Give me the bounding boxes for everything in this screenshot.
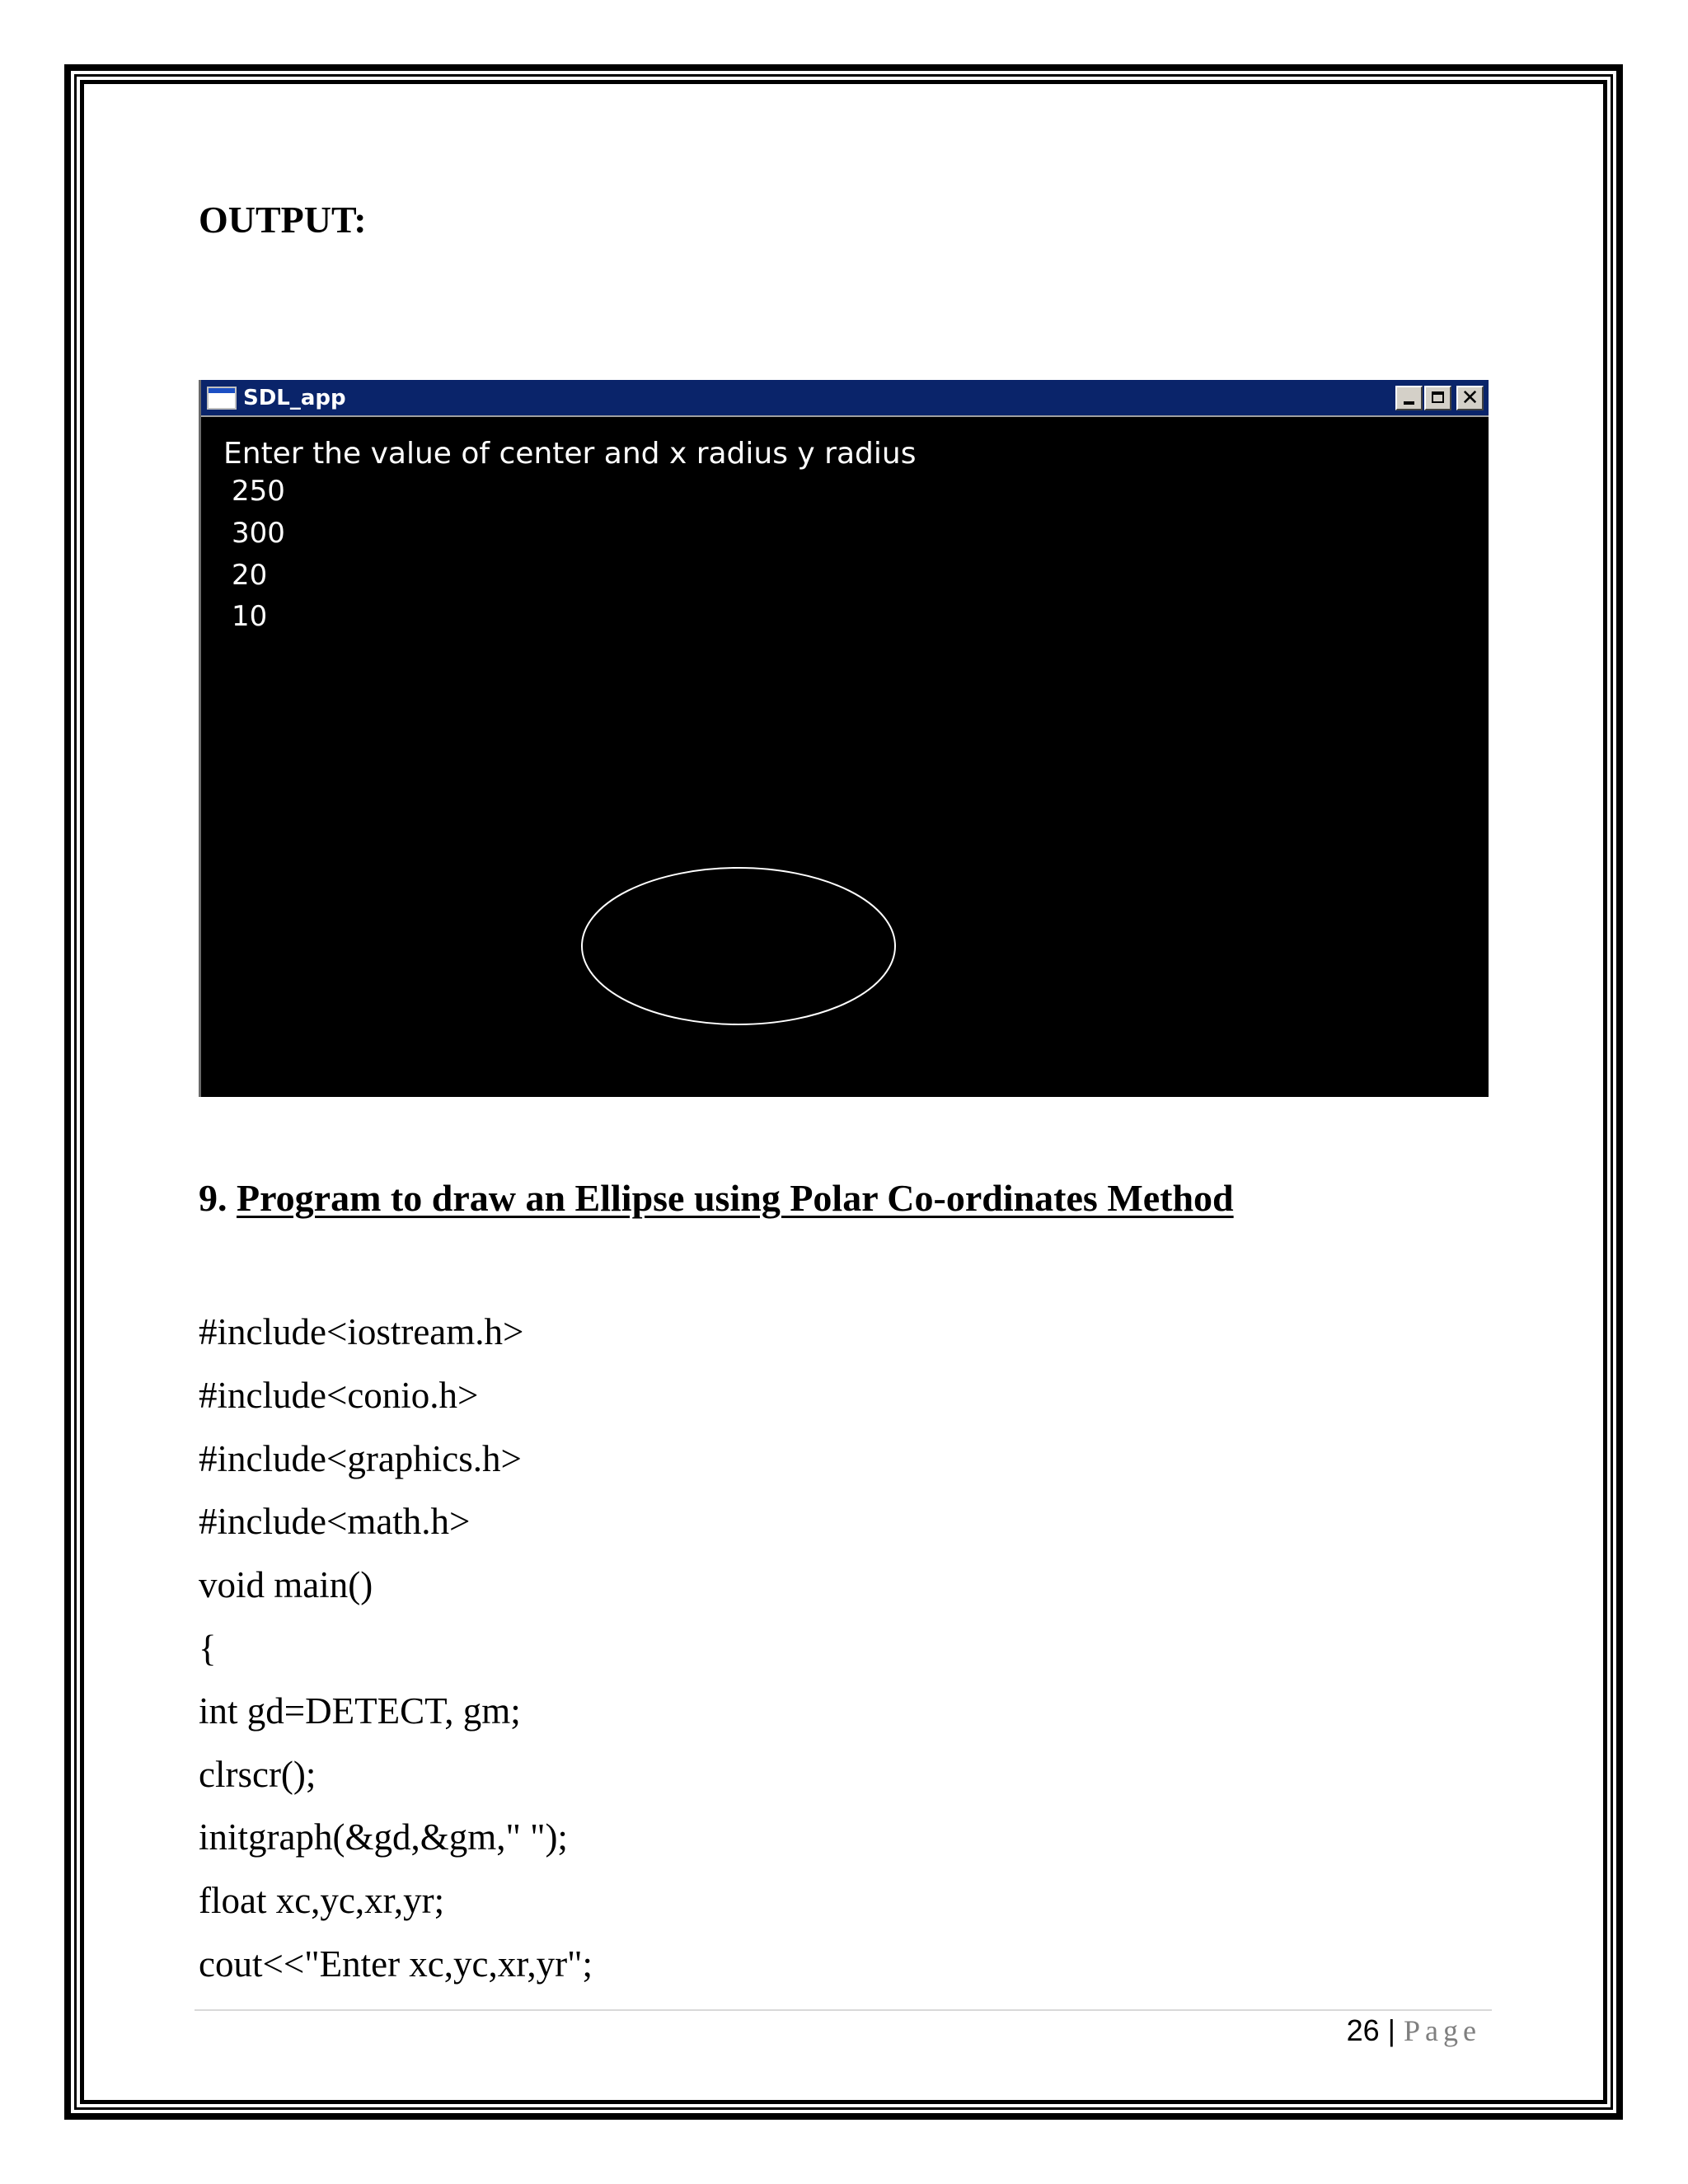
window-controls (1395, 386, 1484, 410)
footer-separator: | (1379, 2013, 1404, 2047)
console-input-line: 250 (232, 475, 285, 508)
window-titlebar[interactable] (201, 380, 1489, 417)
code-line: #include<conio.h> (199, 1375, 479, 1416)
code-line: void main() (199, 1564, 373, 1605)
maximize-button[interactable] (1424, 386, 1451, 410)
footer-divider (195, 2009, 1492, 2011)
drawn-ellipse (582, 868, 895, 1024)
code-line: #include<iostream.h> (199, 1311, 524, 1352)
sdl-app-window (199, 380, 1489, 1097)
code-line: float xc,yc,xr,yr; (199, 1880, 445, 1921)
maximize-icon (1432, 391, 1444, 403)
code-line: initgraph(&gd,&gm," "); (199, 1816, 568, 1858)
minimize-icon (1404, 401, 1414, 405)
close-button[interactable] (1456, 386, 1484, 410)
code-line: int gd=DETECT, gm; (199, 1690, 521, 1732)
close-icon: ✕ (1461, 386, 1479, 410)
page-label: Page (1404, 2014, 1481, 2047)
code-line: clrscr(); (199, 1754, 316, 1795)
console-input-line: 10 (232, 600, 268, 633)
console-output (201, 417, 1489, 1097)
program-title (199, 1176, 1234, 1220)
output-heading: OUTPUT: (199, 199, 367, 241)
program-title-text: Program to draw an Ellipse using Polar Co-ordinates Method (237, 1177, 1234, 1219)
console-input-line: 300 (232, 517, 285, 550)
code-line: { (199, 1628, 217, 1669)
code-line: #include<math.h> (199, 1501, 471, 1542)
console-prompt: Enter the value of center and x radius y radius (223, 437, 917, 471)
page-number: 26 (1346, 2013, 1380, 2047)
page-footer (1347, 2013, 1481, 2048)
window-title: SDL_app (243, 385, 346, 410)
minimize-button[interactable] (1395, 386, 1423, 410)
console-input-line: 20 (232, 559, 268, 592)
code-line: #include<graphics.h> (199, 1438, 522, 1479)
window-app-icon (207, 387, 237, 410)
program-number: 9. (199, 1177, 227, 1219)
code-line: cout<<"Enter xc,yc,xr,yr"; (199, 1943, 593, 1985)
ellipse-drawing (201, 417, 1489, 1097)
